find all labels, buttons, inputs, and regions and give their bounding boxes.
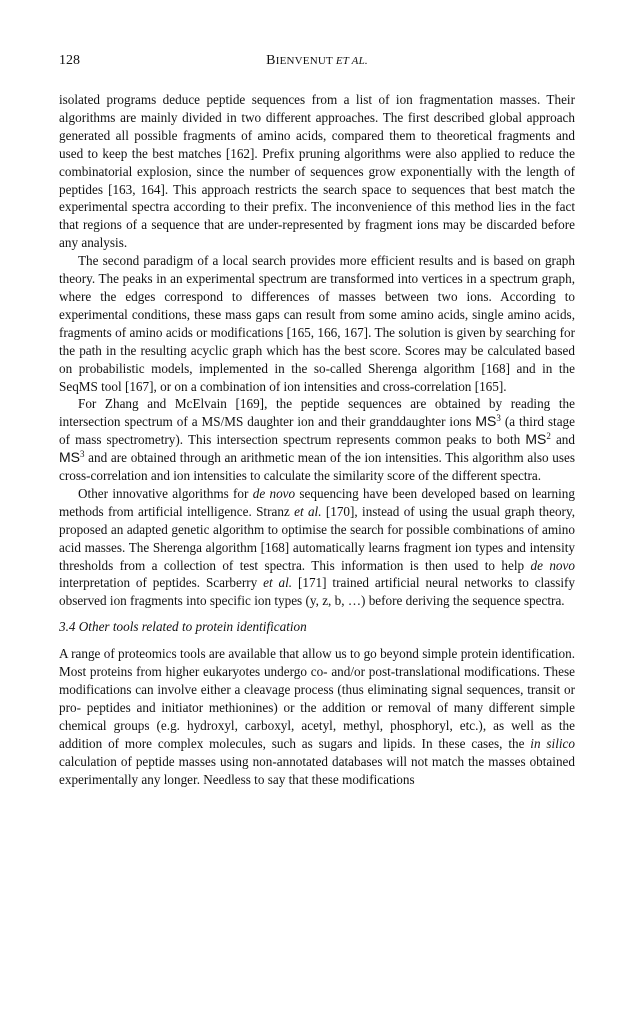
text-run: calculation of peptide masses using non-annotated databases will not match the masses obtained experimentally any longer. Needless to say that these modifications [59,753,575,787]
paragraph-graph-theory: The second paradigm of a local search provides more efficient results and is based on graph theory. The peaks in an experimental spectrum are transformed into vertices in a spectrum graph, where the edges correspond to differences of masses between two ions. According to experimental conditions, these mass gaps can result from some amino acids, single amino acids, fragments of amino acids or modifications [165, 166, 167]. The solution is given by searching for the path in the resulting acyclic graph which has the best score. Scores may be calculated based on probabilistic models, implemented in the so-called Sherenga algorithm [168] and in the SeqMS tool [167], or on a combination of ion intensities and cross-correlation [165]. [59,253,575,394]
ms3-term: MS [59,449,80,466]
text-run: and [550,432,575,448]
italic-term: et al. [263,575,293,591]
page-body [59,91,575,789]
italic-term: de novo [252,485,296,501]
italic-term: in silico [530,735,575,751]
paragraph-other-tools [59,645,575,788]
paragraph-innovative-algorithms [59,485,575,610]
text-run: and are obtained through an arithmetic mean of the ion intensities. This algorithm also uses cross-correlation and ion intensities to calculate the similarity score of the different spectra. [59,450,575,484]
italic-term: et al. [294,503,322,519]
running-title [59,53,575,69]
italic-term: de novo [530,557,575,573]
text-run: (a third stage of mass spectrometry). This intersection spectrum represents common peaks to both [59,414,575,448]
running-head [59,53,575,73]
superscript: 3 [80,449,85,460]
text-run: [171] trained artificial neural networks to classify observed ion fragments into specific ion types (y, z, b, …) before deriving the sequence spectra. [59,575,575,609]
text-run: interpretation of peptides. Scarberry [59,575,264,591]
author-etal: ET AL. [332,55,368,67]
author-initial: B [266,53,276,68]
ms2-term: MS [525,431,547,448]
superscript: 2 [546,431,551,442]
ms3-term: MS [475,413,497,430]
text-run: sequencing have been developed based on learning methods from artificial intelligence. Stranz [59,485,575,519]
section-heading: 3.4 Other tools related to protein identification [59,619,307,635]
paragraph-continuation: isolated programs deduce peptide sequences from a list of ion fragmentation masses. Their algorithms are mainly divided in two different approaches. The first described global approach generated all possible fragments of amino acids, compared them to theoretical fragments and used to keep the best matches [162]. Prefix pruning algorithms were also applied to reduce the combinatorial explosion, since the number of sequences grow exponentially with the length of peptides [163, 164]. This approach restricts the search space to sequences that best match the experimental spectra according to their prefix. The inconvenience of this method lies in the fact that regions of a sequence that are under-represented by fragment ions may be discarded before any analysis. [59,92,575,251]
text-run: A range of proteomics tools are available that allow us to go beyond simple protein identification. Most proteins from higher eukaryotes undergo co- and/or post-translational modifications. These modifications can involve either a cleavage process (thus eliminating signal sequences, transit or pro- peptides and initiator methionines) or the addition or removal of many different simple chemical groups (e.g. hydroxyl, carboxyl, acetyl, methyl, phosphoryl, etc.), as well as the addition of more complex molecules, such as sugars and lipids. In these cases, the [59,646,575,751]
text-run: Other innovative algorithms for [78,485,253,501]
paragraph-zhang-mcelvain [59,395,575,485]
author-name-smallcaps: IENVENUT [275,55,333,67]
page-number: 128 [59,53,80,68]
text-run: [170], instead of using the usual graph theory, proposed an adapted genetic algorithm to optimise the search for possible combinations of amino acid masses. The Sherenga algorithm [168] automatically learns fragment ion types and intensity thresholds from a collection of test spectra. This information is then used to help [59,503,575,573]
superscript: 3 [496,413,501,424]
text-run: For Zhang and McElvain [169], the peptide sequences are obtained by reading the intersection spectrum of a MS/MS daughter ion and their granddaughter ions [59,396,575,430]
